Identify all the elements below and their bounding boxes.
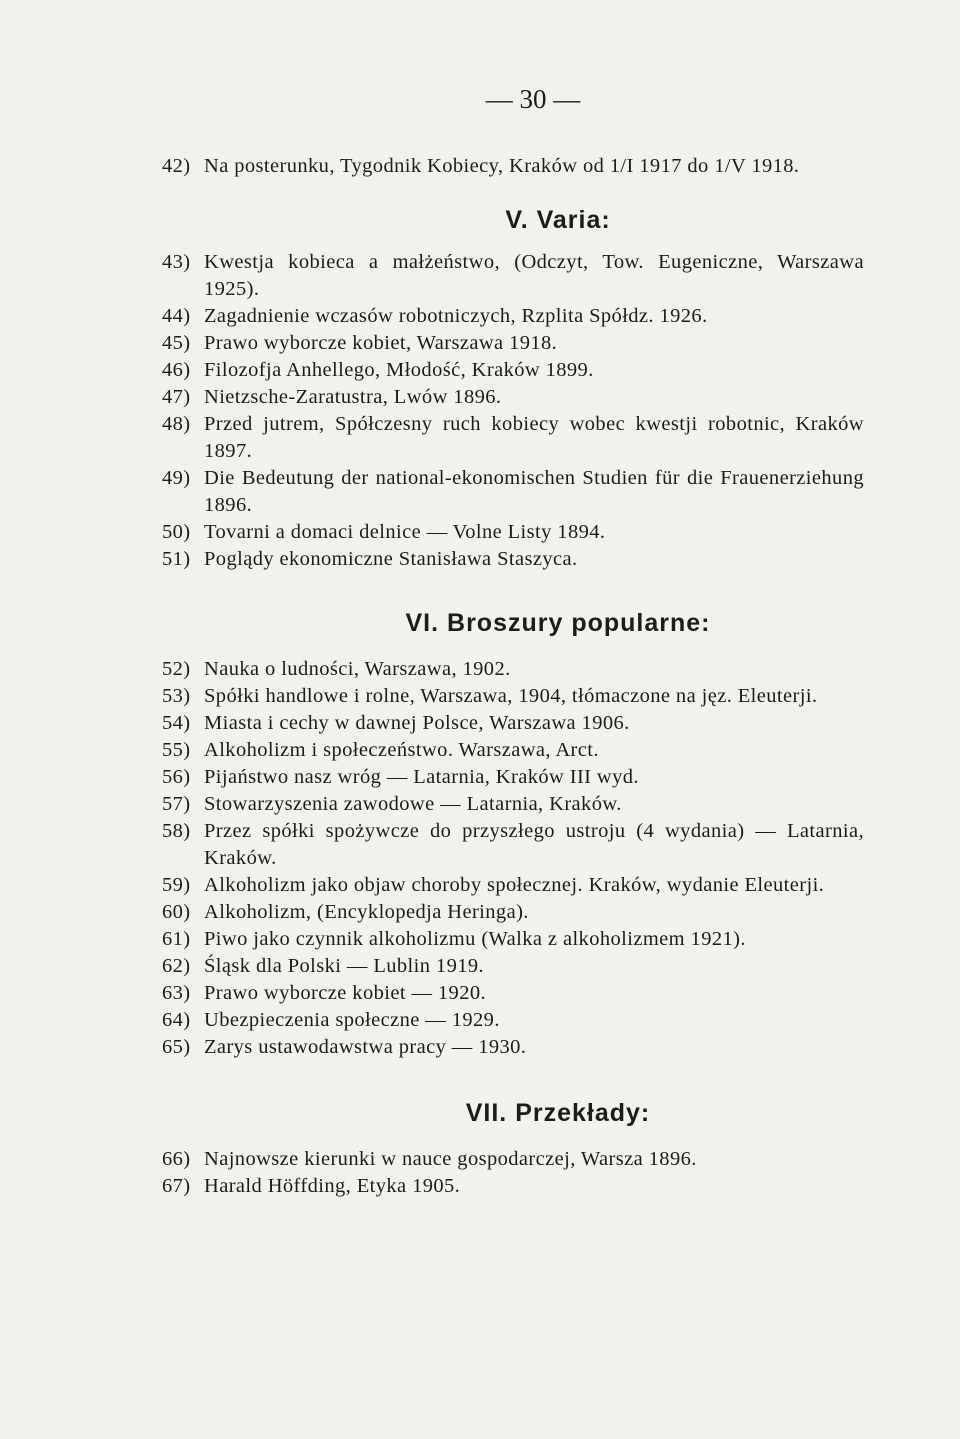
list-item xyxy=(162,249,864,303)
entry-number: 54) xyxy=(162,712,191,734)
entry-text: Harald Höffding, Etyka 1905. xyxy=(204,1175,461,1197)
entry-text: Alkoholizm, (Encyklopedja Heringa). xyxy=(204,901,529,923)
section-continuation xyxy=(162,153,864,180)
entry-number: 44) xyxy=(162,305,191,327)
list-item xyxy=(162,357,864,384)
list-item xyxy=(162,791,864,818)
list-item xyxy=(162,546,864,573)
section-broszury-popularne xyxy=(162,609,864,1061)
entry-number: 67) xyxy=(162,1175,191,1197)
entry-text: Piwo jako czynnik alkoholizmu (Walka z alkoholizmem 1921). xyxy=(204,928,746,950)
entry-text: Pijaństwo nasz wróg — Latarnia, Kraków III wyd. xyxy=(204,766,639,788)
list-item xyxy=(162,465,864,519)
entry-number: 43) xyxy=(162,251,191,273)
entry-number: 65) xyxy=(162,1036,191,1058)
list-item xyxy=(162,899,864,926)
page-number: — 30 — xyxy=(485,84,581,114)
entry-text: Śląsk dla Polski — Lublin 1919. xyxy=(204,955,485,977)
entry-number: 51) xyxy=(162,548,191,570)
list-item xyxy=(162,1146,864,1173)
entry-number: 52) xyxy=(162,658,191,680)
entry-text: Stowarzyszenia zawodowe — Latarnia, Kraków. xyxy=(204,793,622,815)
entry-number: 66) xyxy=(162,1148,191,1170)
entry-number: 48) xyxy=(162,413,191,435)
entry-number: 46) xyxy=(162,359,191,381)
entry-number: 53) xyxy=(162,685,191,707)
entry-text: Przed jutrem, Spółczesny ruch kobiecy wobec kwestji robotnic, Kraków 1897. xyxy=(204,413,864,462)
entry-text: Alkoholizm i społeczeństwo. Warszawa, Arct. xyxy=(204,739,599,761)
list-item xyxy=(162,1173,864,1200)
list-item xyxy=(162,872,864,899)
list-item xyxy=(162,953,864,980)
entry-text: Najnowsze kierunki w nauce gospodarczej, Warsza 1896. xyxy=(204,1148,697,1170)
list-item xyxy=(162,384,864,411)
section-heading: V. Varia: xyxy=(505,206,611,234)
list-item xyxy=(162,519,864,546)
list-item xyxy=(162,737,864,764)
entry-number: 56) xyxy=(162,766,191,788)
entry-text: Miasta i cechy w dawnej Polsce, Warszawa 1906. xyxy=(204,712,630,734)
entry-number: 47) xyxy=(162,386,191,408)
entry-text: Alkoholizm jako objaw choroby społecznej. Kraków, wydanie Eleuterji. xyxy=(204,874,825,896)
entry-text: Die Bedeutung der national-ekonomischen Studien für die Frauenerziehung 1896. xyxy=(204,467,864,516)
entry-text: Filozofja Anhellego, Młodość, Kraków 1899. xyxy=(204,359,594,381)
entry-number: 61) xyxy=(162,928,191,950)
entry-text: Prawo wyborcze kobiet — 1920. xyxy=(204,982,487,1004)
entry-text: Zagadnienie wczasów robotniczych, Rzplita Spółdz. 1926. xyxy=(204,305,708,327)
entry-number: 49) xyxy=(162,467,191,489)
entry-number: 57) xyxy=(162,793,191,815)
list-item xyxy=(162,710,864,737)
entry-number: 42) xyxy=(162,155,191,177)
entry-text: Na posterunku, Tygodnik Kobiecy, Kraków od 1/I 1917 do 1/V 1918. xyxy=(204,155,800,177)
entry-number: 45) xyxy=(162,332,191,354)
list-item xyxy=(162,1007,864,1034)
entry-text: Prawo wyborcze kobiet, Warszawa 1918. xyxy=(204,332,558,354)
list-item xyxy=(162,656,864,683)
entry-text: Ubezpieczenia społeczne — 1929. xyxy=(204,1009,500,1031)
entry-text: Zarys ustawodawstwa pracy — 1930. xyxy=(204,1036,527,1058)
entry-text: Nauka o ludności, Warszawa, 1902. xyxy=(204,658,511,680)
list-item xyxy=(162,926,864,953)
section-heading: VII. Przekłady: xyxy=(465,1099,651,1127)
list-item xyxy=(162,1034,864,1061)
entry-number: 50) xyxy=(162,521,191,543)
section-varia xyxy=(162,206,864,573)
entry-text: Spółki handlowe i rolne, Warszawa, 1904, tłómaczone na jęz. Eleuterji. xyxy=(204,685,818,707)
entry-text: Nietzsche-Zaratustra, Lwów 1896. xyxy=(204,386,502,408)
entry-number: 58) xyxy=(162,820,191,842)
entry-text: Przez spółki spożywcze do przyszłego ustroju (4 wydania) — Latarnia, Kraków. xyxy=(204,820,864,869)
entry-number: 60) xyxy=(162,901,191,923)
entry-text: Tovarni a domaci delnice — Volne Listy 1894. xyxy=(204,521,606,543)
entry-text: Kwestja kobieca a małżeństwo, (Odczyt, Tow. Eugeniczne, Warszawa 1925). xyxy=(204,251,864,300)
list-item xyxy=(162,764,864,791)
entry-number: 55) xyxy=(162,739,191,761)
list-item xyxy=(162,153,864,180)
list-item xyxy=(162,818,864,872)
entry-number: 62) xyxy=(162,955,191,977)
entry-text: Poglądy ekonomiczne Stanisława Staszyca. xyxy=(204,548,578,570)
list-item xyxy=(162,980,864,1007)
entry-number: 59) xyxy=(162,874,191,896)
list-item xyxy=(162,683,864,710)
section-przeklady xyxy=(162,1099,864,1200)
entry-number: 63) xyxy=(162,982,191,1004)
list-item xyxy=(162,303,864,330)
entry-number: 64) xyxy=(162,1009,191,1031)
list-item xyxy=(162,411,864,465)
section-heading: VI. Broszury popularne: xyxy=(405,609,711,637)
list-item xyxy=(162,330,864,357)
